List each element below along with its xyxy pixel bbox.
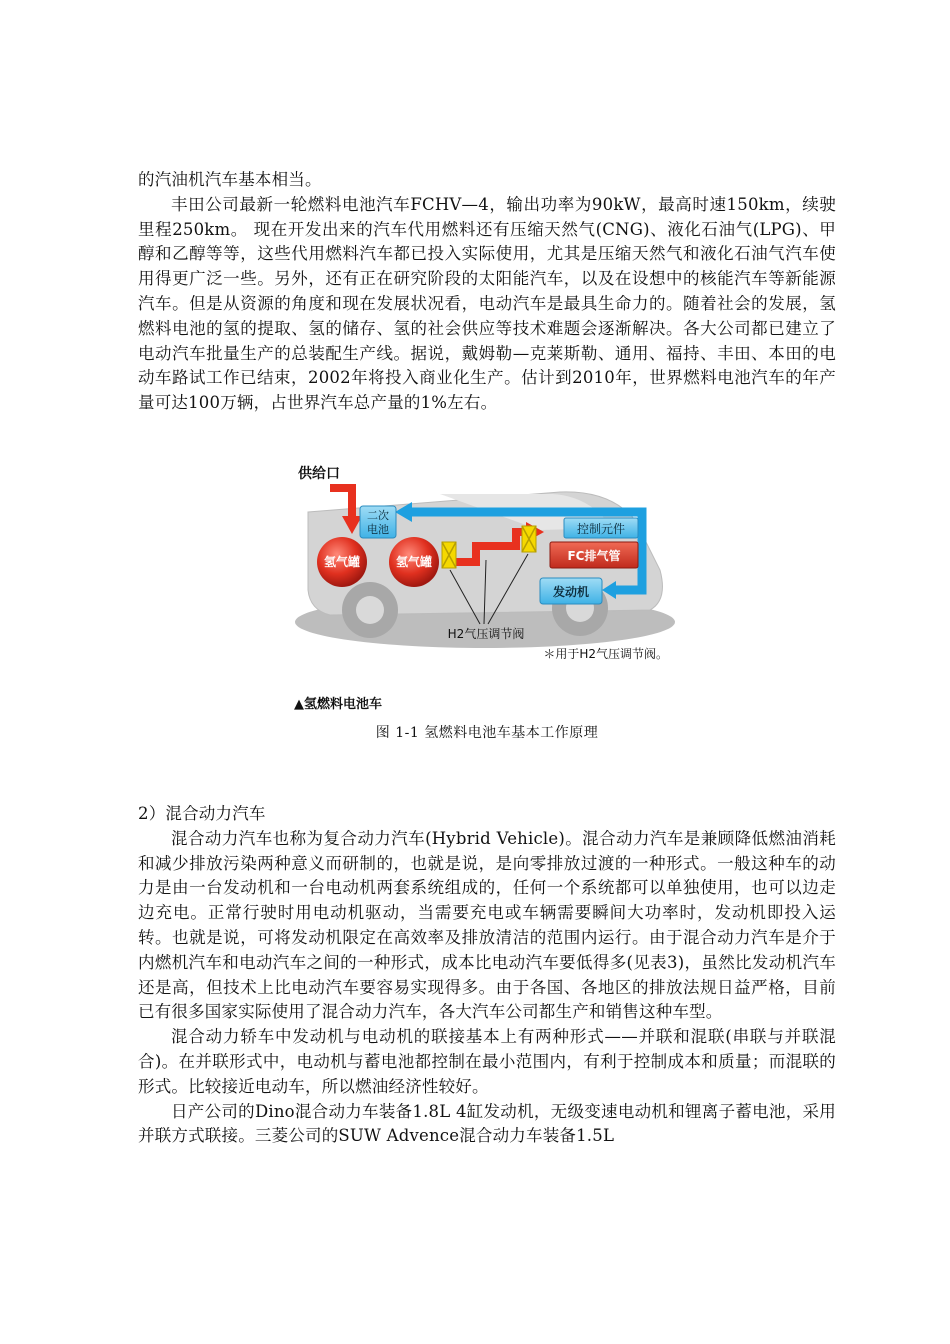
valve-icon-1 [442,542,456,568]
battery-label-line2: 电池 [367,522,389,536]
paragraph-continuation: 的汽油机汽车基本相当。 [138,170,322,189]
paragraph-toyota-fchv: 丰田公司最新一轮燃料电池汽车FCHV—4，输出功率为90kW，最高时速150km，续驶里程250km。 现在开发出来的汽车代用燃料还有压缩天然气(CNG)、液化石油气(LPG)、甲醇和乙醇等等，这些代用燃料汽车都已投入实际使用，尤其是压缩天然气和液化石油气汽车使用得更广泛一些。另外，还有正在研究阶段的太阳能汽车，以及在设想中的核能汽车等新能源汽车。但是从资源的角度和现在发展状况看，电动汽车是最具生命力的。随着社会的发展，氢燃料电池的氢的提取、氢的储存、氢的社会供应等技术难题会逐渐解决。各大公司都已建立了电动汽车批量生产的总装配生产线。据说，戴姆勒—克莱斯勒、通用、福持、丰田、本田的电动车路试工作已结束，2002年将投入商业化生产。估计到2010年，世界燃料电池汽车的年产量可达100万辆，占世界汽车总产量的1%左右。 [138,194,836,413]
paragraph-hybrid-connection: 混合动力轿车中发动机与电动机的联接基本上有两种形式——并联和混联(串联与并联混合)。在并联形式中，电动机与蓄电池都控制在最小范围内，有利于控制成本和质量；而混联的形式。比较接近电动车，所以燃油经济性较好。 [138,1027,836,1096]
section-heading: 2）混合动力汽车 [138,803,266,823]
valve-label: H2气压调节阀 [447,626,525,641]
paragraph-nissan-mitsubishi: 日产公司的Dino混合动力车装备1.8L 4缸发动机，无级变速电动机和锂离子蓄电池，采用并联方式联接。三菱公司的SUW Advence混合动力车装备1.5L [138,1101,836,1146]
figure-title: ▲氢燃料电池车 [294,696,382,712]
supply-port-label: 供给口 [298,465,340,482]
fuel-cell-car-diagram [290,450,680,712]
tank2-label: 氢气罐 [395,554,433,569]
document-page [138,168,836,1149]
figure-caption: 图 1-1 氢燃料电池车基本工作原理 [375,724,599,741]
valve-icon-2 [522,526,536,552]
paragraph-hybrid-intro: 混合动力汽车也称为复合动力汽车(Hybrid Vehicle)。混合动力汽车是兼顾降低燃油消耗和减少排放污染两种意义而研制的，也就是说，是向零排放过渡的一种形式。一般这种车的动力是由一台发动机和一台电动机两套系统组成的，任何一个系统都可以单独使用，也可以边走边充电。正常行驶时用电动机驱动，当需要充电或车辆需要瞬间大功率时，发动机即投入运转。也就是说，可将发动机限定在高效率及排放清洁的范围内运行。由于混合动力汽车是介于内燃机汽车和电动汽车之间的一种形式，成本比电动汽车要低得多(见表3)，虽然比发动机汽车还是高，但技术上比电动汽车要容易实现得多。由于各国、各地区的排放法规日益严格，目前已有很多国家实际使用了混合动力汽车，各大汽车公司都生产和销售这种车型。 [138,828,836,1022]
battery-label-line1: 二次 [367,508,389,522]
fc-label: FC排气管 [567,548,621,563]
control-label: 控制元件 [576,521,626,536]
tank1-label: 氢气罐 [323,554,361,569]
figure-fuel-cell-car [138,450,836,780]
engine-label: 发动机 [552,584,590,599]
valve-note: ＊用于H2气压调节阀。 [543,646,668,661]
